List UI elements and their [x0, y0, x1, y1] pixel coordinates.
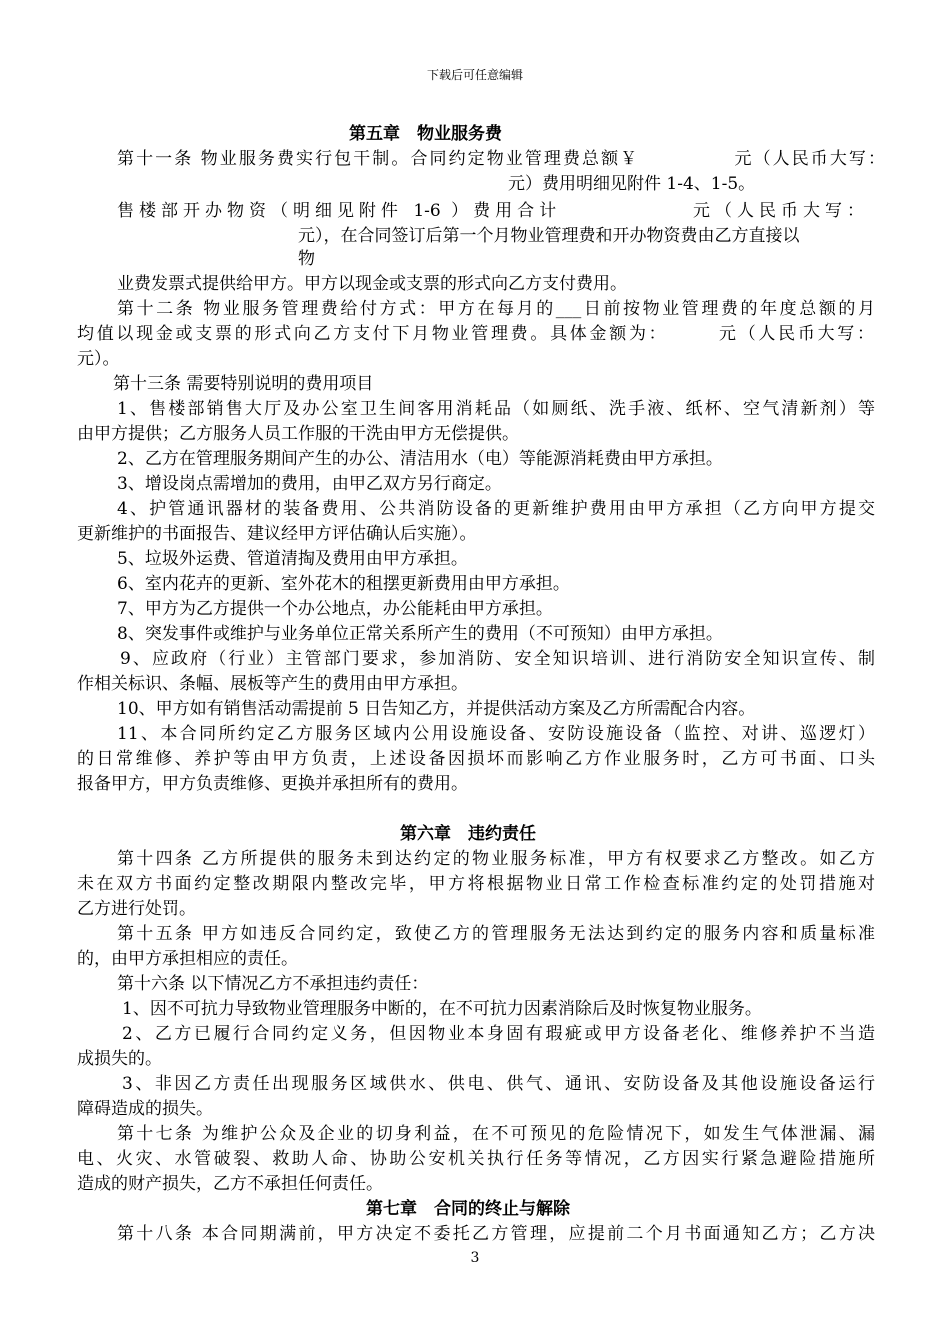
startup-materials-line-3: 物: [298, 249, 315, 269]
article-13-item-1-line-2: 由甲方提供；乙方服务人员工作服的干洗由甲方无偿提供。: [77, 424, 519, 444]
startup-materials-line-2: 元），在合同签订后第一个月物业管理费和开办物资费由乙方直接以: [298, 226, 800, 246]
article-13-item-1-line-1: 1、售楼部销售大厅及办公室卫生间客用消耗品（如厕纸、洗手液、纸杯、空气清新剂）等: [117, 399, 875, 419]
article-13-item-2: 2、乙方在管理服务期间产生的办公、清洁用水（电）等能源消耗费由甲方承担。: [117, 449, 723, 469]
article-11-line-2: 元）费用明细见附件 1-4、1-5。: [508, 174, 756, 194]
article-13-item-10: 10、甲方如有销售活动需提前 5 日告知乙方，并提供活动方案及乙方所需配合内容。: [117, 699, 756, 719]
article-14-line-3: 乙方进行处罚。: [77, 899, 196, 919]
chapter-6-heading: 第六章 违约责任: [400, 824, 536, 844]
article-17-line-2: 电、火灾、水管破裂、救助人命、协助公安机关执行任务等情况，乙方因实行紧急避险措施所: [77, 1149, 875, 1169]
article-13-item-7: 7、甲方为乙方提供一个办公地点，办公能耗由甲方承担。: [117, 599, 553, 619]
page-number: 3: [470, 1250, 480, 1266]
page-header: 下载后可任意编辑: [426, 68, 523, 82]
article-13-item-4-line-2: 更新维护的书面报告、建议经甲方评估确认后实施）。: [77, 524, 477, 544]
chapter-7-heading: 第七章 合同的终止与解除: [366, 1199, 570, 1219]
article-13-item-9-line-1: 9、应政府（行业）主管部门要求，参加消防、安全知识培训、进行消防安全知识宣传、制: [120, 649, 875, 669]
article-13-item-6: 6、室内花卉的更新、室外花木的租摆更新费用由甲方承担。: [117, 574, 570, 594]
article-13-item-3: 3、增设岗点需增加的费用，由甲乙双方另行商定。: [117, 474, 502, 494]
article-11-line-1: 第十一条 物业服务费实行包干制。合同约定物业管理费总额￥ 元（人民币大写：: [117, 149, 885, 169]
article-13-item-8: 8、突发事件或维护与业务单位正常关系所产生的费用（不可预知）由甲方承担。: [117, 624, 723, 644]
article-13-item-11-line-3: 报备甲方，甲方负责维修、更换并承担所有的费用。: [77, 774, 468, 794]
chapter-5-heading: 第五章 物业服务费: [349, 124, 502, 144]
article-16-title: 第十六条 以下情况乙方不承担违约责任：: [117, 974, 429, 994]
article-13-item-11-line-1: 11、本合同所约定乙方服务区域内公用设施设备、安防设施设备（监控、对讲、巡逻灯）: [117, 724, 875, 744]
article-14-line-1: 第十四条 乙方所提供的服务未到达约定的物业服务标准，甲方有权要求乙方整改。如乙方: [117, 849, 875, 869]
article-16-item-2-line-2: 成损失的。: [77, 1049, 162, 1069]
article-13-item-5: 5、垃圾外运费、管道清掏及费用由甲方承担。: [117, 549, 468, 569]
article-16-item-3-line-2: 障碍造成的损失。: [77, 1099, 213, 1119]
article-13-item-11-line-2: 的日常维修、养护等由甲方负责，上述设备因损坏而影响乙方作业服务时，乙方可书面、口头: [77, 749, 875, 769]
startup-materials-line-4: 业费发票式提供给甲方。甲方以现金或支票的形式向乙方支付费用。: [117, 274, 627, 294]
article-16-item-3-line-1: 3、非因乙方责任出现服务区域供水、供电、供气、通讯、安防设备及其他设施设备运行: [122, 1074, 875, 1094]
startup-materials-line-1: 售楼部开办物资（明细见附件 1-6 ）费用合计 元（人民币大写：: [117, 201, 864, 221]
article-17-line-1: 第十七条 为维护公众及企业的切身利益，在不可预见的危险情况下，如发生气体泄漏、漏: [117, 1124, 875, 1144]
article-16-item-2-line-1: 2、乙方已履行合同约定义务，但因物业本身固有瑕疵或甲方设备老化、维修养护不当造: [122, 1024, 875, 1044]
article-16-item-1: 1、因不可抗力导致物业管理服务中断的，在不可抗力因素消除后及时恢复物业服务。: [122, 999, 762, 1019]
article-13-item-4-line-1: 4、护管通讯器材的装备费用、公共消防设备的更新维护费用由甲方承担（乙方向甲方提交: [117, 499, 875, 519]
article-15-line-1: 第十五条 甲方如违反合同约定，致使乙方的管理服务无法达到约定的服务内容和质量标准: [117, 924, 875, 944]
article-14-line-2: 未在双方书面约定整改期限内整改完毕，甲方将根据物业日常工作检查标准约定的处罚措施对: [77, 874, 875, 894]
article-12-line-1: 第十二条 物业服务管理费给付方式：甲方在每月的___日前按物业管理费的年度总额的月: [117, 299, 875, 319]
article-13-title: 第十三条 需要特别说明的费用项目: [113, 374, 374, 394]
article-13-item-9-line-2: 作相关标识、条幅、展板等产生的费用由甲方承担。: [77, 674, 468, 694]
article-12-line-2: 均值以现金或支票的形式向乙方支付下月物业管理费。具体金额为： 元（人民币大写：: [77, 324, 874, 344]
article-18-line-1: 第十八条 本合同期满前，甲方决定不委托乙方管理，应提前二个月书面通知乙方；乙方决: [117, 1224, 875, 1244]
article-15-line-2: 的，由甲方承担相应的责任。: [77, 949, 298, 969]
article-17-line-3: 造成的财产损失，乙方不承担任何责任。: [77, 1174, 383, 1194]
article-12-line-3: 元）。: [77, 349, 120, 369]
